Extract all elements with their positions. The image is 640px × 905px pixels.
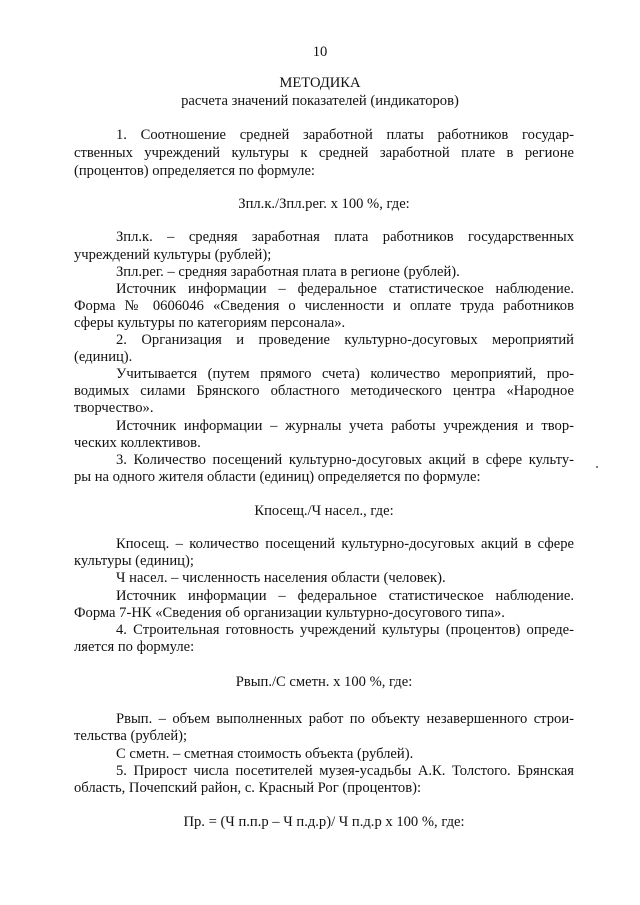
text-line: сферы культуры по категориям персонала».: [74, 315, 346, 331]
text-line: область, Почепский район, с. Красный Рог (процентов):: [74, 780, 422, 796]
text-line: ственных учреждений культуры к средней заработной плате в регионе: [74, 145, 574, 161]
text-line: (единиц).: [74, 349, 133, 365]
formula-4: Пр. = (Ч п.п.р – Ч п.д.р)/ Ч п.д.р х 100 %, где:: [183, 814, 465, 830]
text-line: 2. Организация и проведение культурно-досуговых мероприятий: [116, 332, 574, 348]
text-line: ляется по формуле:: [74, 639, 195, 655]
formula-2: Кпосещ./Ч насел., где:: [254, 503, 394, 519]
text-line: Источник информации – федеральное статистическое наблюдение.: [116, 281, 574, 297]
document-subtitle: расчета значений показателей (индикаторов): [181, 93, 459, 109]
text-line: ческих коллективов.: [74, 435, 201, 451]
text-line: 5. Прирост числа посетителей музея-усадьбы А.К. Толстого. Брянская: [116, 763, 574, 779]
text-line: Зпл.к. – средняя заработная плата работников государственных: [116, 229, 574, 245]
text-line: (процентов) определяется по формуле:: [74, 163, 315, 179]
text-line: Учитывается (путем прямого счета) количество мероприятий, про-: [116, 366, 574, 382]
text-line: 1. Соотношение средней заработной платы работников государ-: [116, 127, 574, 143]
text-line: Ч насел. – численность населения области (человек).: [116, 570, 446, 586]
text-line: водимых силами Брянского областного методического центра «Народное: [74, 383, 574, 399]
formula-3: Рвып./С сметн. х 100 %, где:: [235, 674, 413, 690]
text-line: Форма № 0606046 «Сведения о численности и оплате труда работников: [74, 298, 574, 314]
document-title: МЕТОДИКА: [279, 75, 361, 91]
text-line: учреждений культуры (рублей);: [74, 247, 272, 263]
text-line: С сметн. – сметная стоимость объекта (рублей).: [116, 746, 414, 762]
text-line: Зпл.рег. – средняя заработная плата в регионе (рублей).: [116, 264, 460, 280]
text-line: Источник информации – федеральное статистическое наблюдение.: [116, 588, 574, 604]
text-line: Источник информации – журналы учета работы учреждения и твор-: [116, 418, 574, 434]
text-line: 4. Строительная готовность учреждений культуры (процентов) опреде-: [116, 622, 574, 638]
scan-speck: [596, 466, 598, 468]
text-line: Рвып. – объем выполненных работ по объекту незавершенного строи-: [116, 711, 574, 727]
text-line: 3. Количество посещений культурно-досуговых акций в сфере культу-: [116, 452, 574, 468]
text-line: тельства (рублей);: [74, 728, 188, 744]
text-line: Кпосещ. – количество посещений культурно-досуговых акций в сфере: [116, 536, 574, 552]
text-line: культуры (единиц);: [74, 553, 194, 569]
text-line: творчество».: [74, 400, 154, 416]
page-number: 10: [312, 44, 328, 60]
text-line: ры на одного жителя области (единиц) определяется по формуле:: [74, 469, 481, 485]
text-line: Форма 7-НК «Сведения об организации культурно-досугового типа».: [74, 605, 505, 621]
formula-1: Зпл.к./Зпл.рег. х 100 %, где:: [238, 196, 410, 212]
